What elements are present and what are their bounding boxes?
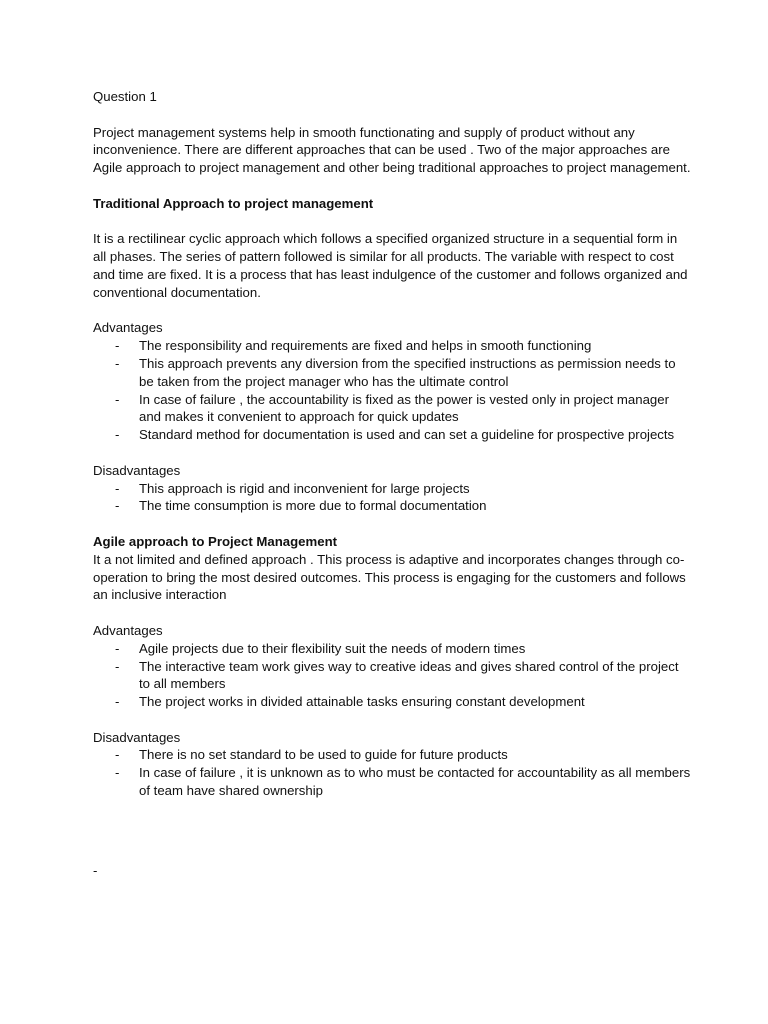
list-item xyxy=(93,337,693,355)
list-item-text: Agile projects due to their flexibility suit the needs of modern times xyxy=(139,640,526,656)
list-item xyxy=(93,480,693,498)
list-item xyxy=(93,764,693,800)
list-dash: - xyxy=(115,338,120,354)
traditional-disadvantages-label: Disadvantages xyxy=(93,462,181,478)
list-dash: - xyxy=(115,640,120,656)
list-dash: - xyxy=(115,391,120,407)
list-item xyxy=(93,426,693,444)
list-item xyxy=(93,497,693,515)
list-item xyxy=(93,658,693,694)
agile-advantages-list xyxy=(93,640,693,711)
traditional-advantages-list xyxy=(93,337,693,444)
traditional-disadvantages-list xyxy=(93,480,693,516)
spacer xyxy=(93,177,693,195)
spacer xyxy=(93,213,693,231)
list-dash: - xyxy=(115,480,120,496)
traditional-description: It is a rectilinear cyclic approach which follows a specified organized structure in a sequential form in all phases. The series of pattern followed is similar for all products. The variable with respect to cost and time are fixed. It is a process that has least indulgence of the customer and follows organized and conventional documentation. xyxy=(93,231,688,300)
trailing-dash: - xyxy=(93,863,98,878)
spacer xyxy=(93,711,693,729)
question-label: Question 1 xyxy=(93,89,157,104)
traditional-heading: Traditional Approach to project management xyxy=(93,195,374,211)
agile-description: It a not limited and defined approach . This process is adaptive and incorporates changes through co-operation to bring the most desired outcomes. This process is engaging for the customers and follows an inclusive interaction xyxy=(93,551,686,603)
spacer xyxy=(93,106,693,124)
agile-heading: Agile approach to Project Management xyxy=(93,533,338,549)
list-item-text: The time consumption is more due to formal documentation xyxy=(139,498,487,514)
traditional-advantages-label: Advantages xyxy=(93,320,163,336)
list-item xyxy=(93,693,693,711)
list-item xyxy=(93,355,693,391)
list-item-text: In case of failure , it is unknown as to who must be contacted for accountability as all members of team have shared ownership xyxy=(139,765,691,799)
list-dash: - xyxy=(115,694,120,710)
list-dash: - xyxy=(115,355,120,371)
list-item-text: This approach prevents any diversion from the specified instructions as permission needs to be taken from the project manager who has the ultimate control xyxy=(139,355,676,389)
agile-disadvantages-list xyxy=(93,746,693,799)
list-dash: - xyxy=(115,427,120,443)
list-item-text: This approach is rigid and inconvenient for large projects xyxy=(139,480,470,496)
list-item-text: The project works in divided attainable tasks ensuring constant development xyxy=(139,694,585,710)
list-item-text: The responsibility and requirements are fixed and helps in smooth functioning xyxy=(139,338,592,354)
spacer xyxy=(93,515,693,533)
agile-disadvantages-label: Disadvantages xyxy=(93,729,181,745)
list-item-text: Standard method for documentation is used and can set a guideline for prospective projects xyxy=(139,427,675,443)
list-dash: - xyxy=(115,747,120,763)
list-item-text: The interactive team work gives way to creative ideas and gives shared control of the project to all members xyxy=(139,658,679,692)
list-item xyxy=(93,640,693,658)
list-dash: - xyxy=(115,765,120,781)
spacer xyxy=(93,444,693,462)
list-item-text: In case of failure , the accountability is fixed as the power is vested only in project manager and makes it convenient to approach for quick updates xyxy=(139,391,669,425)
agile-advantages-label: Advantages xyxy=(93,622,163,638)
list-item xyxy=(93,746,693,764)
intro-paragraph: Project management systems help in smooth functionating and supply of product without any inconvenience. There are different approaches that can be used . Two of the major approaches are Agile approach to project management and other being traditional approaches to project management. xyxy=(93,124,691,176)
spacer xyxy=(93,302,693,320)
list-dash: - xyxy=(115,658,120,674)
list-item-text: There is no set standard to be used to guide for future products xyxy=(139,747,508,763)
list-dash: - xyxy=(115,498,120,514)
spacer xyxy=(93,604,693,622)
document-body xyxy=(93,88,693,800)
list-item xyxy=(93,391,693,427)
